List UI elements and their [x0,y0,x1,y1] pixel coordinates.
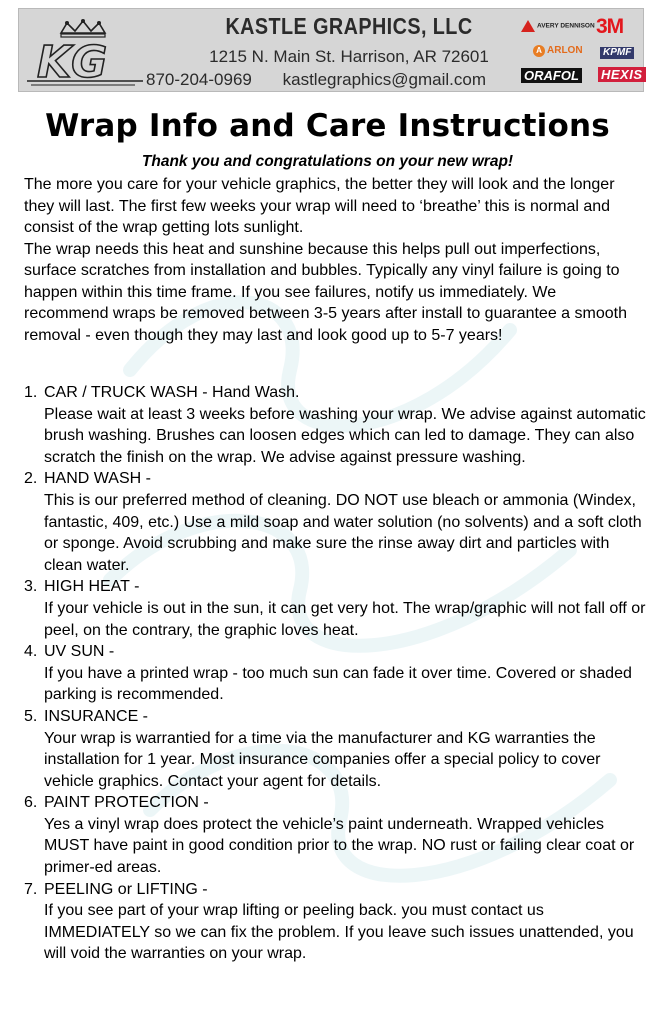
brand-logos [521,13,643,89]
item-number: 6. [24,794,38,812]
company-name: KASTLE GRAPHICS, LLC [225,13,473,39]
arlon-circle-icon: A [533,45,545,57]
item-number: 1. [24,384,38,401]
list-item [24,576,646,641]
orafol-logo: ORAFOL [521,68,582,83]
letterhead [18,8,644,92]
hexis-logo: HEXIS [598,67,646,82]
item-body: If you have a printed wrap - too much sun can fade it over time. Covered or shaded parking is recommended. [44,664,632,704]
list-item [24,468,646,576]
item-number: 4. [24,643,38,661]
care-instructions-list [24,382,646,965]
arlon-logo: A ARLON [533,45,583,57]
item-body: This is our preferred method of cleaning. DO NOT use bleach or ammonia (Windex, fantastic, 409, etc.) Use a mild soap and water solution (no solvents) and a soft cloth or sponge. Avoid scrubbing and make sure the rinse away dirt and particles with clean water. [44,491,642,574]
email-address: kastlegraphics@gmail.com [282,70,486,89]
list-item [24,706,646,792]
item-body: If your vehicle is out in the sun, it can get very hot. The wrap/graphic will not fall off or peel, on the contrary, the graphic loves heat. [44,599,646,639]
3m-logo: 3M [596,15,624,38]
phone-number: 870-204-0969 [146,70,252,89]
item-heading: HAND WASH - [44,470,151,488]
intro-text [24,174,642,346]
item-number: 5. [24,707,38,725]
item-heading: PEELING or LIFTING - [44,880,208,898]
list-item [24,879,646,965]
intro-paragraph-2: The wrap needs this heat and sunshine because this helps pull out imperfections, surface scratches from installation and bubbles. Typically any vinyl failure is going to happen within this time frame. If you see failures, notify us immediately. We recommend wraps be removed between 3-5 years after install to guarantee a smooth removal - even though they may last and look good up to 5-7 years! [24,240,627,344]
company-address: 1215 N. Main St. Harrison, AR 72601 [209,47,489,66]
item-number: 3. [24,578,38,596]
page-subtitle: Thank you and congratulations on your new wrap! [141,153,514,170]
list-item [24,641,646,706]
item-heading: UV SUN - [44,643,115,661]
item-number: 7. [24,880,38,898]
avery-dennison-logo: AVERY DENNISON [521,20,595,32]
intro-paragraph-1: The more you care for your vehicle graphics, the better they will look and the longer they will last. The first few weeks your wrap will need to ‘breathe’ this is normal and consist of the wrap getting lots sunlight. [24,176,615,236]
item-heading: HIGH HEAT - [44,578,140,596]
kpmf-logo: KPMF [600,47,634,59]
contact-row [146,70,546,90]
list-item [24,382,646,468]
list-item [24,792,646,878]
avery-triangle-icon [521,20,535,32]
item-number: 2. [24,470,38,488]
item-body: Yes a vinyl wrap does protect the vehicle’s paint underneath. Wrapped vehicles MUST have paint in good condition prior to the wrap. NO rust or failing clear coat or primer-ed areas. [44,815,635,877]
item-heading: CAR / TRUCK WASH - Hand Wash. [44,384,300,401]
page-title: Wrap Info and Care Instructions [45,108,610,144]
item-body: If you see part of your wrap lifting or peeling back. you must contact us IMMEDIATELY so we can fix the problem. If you leave such issues unattended, you will void the warranties on your wrap. [44,902,634,963]
item-body: Please wait at least 3 weeks before washing your wrap. We advise against automatic brush washing. Brushes can loosen edges which can led to damage. They can also scratch the finish on the wrap. We advise against pressure washing. [44,405,646,466]
item-body: Your wrap is warrantied for a time via the manufacturer and KG warranties the installation for 1 year. Most insurance companies offer a special policy to cover vehicle graphics. Contact your agent for details. [44,729,601,790]
svg-text:KG: KG [37,37,108,87]
kastle-graphics-logo [23,19,163,87]
item-heading: INSURANCE - [44,707,149,725]
item-heading: PAINT PROTECTION - [44,794,209,812]
